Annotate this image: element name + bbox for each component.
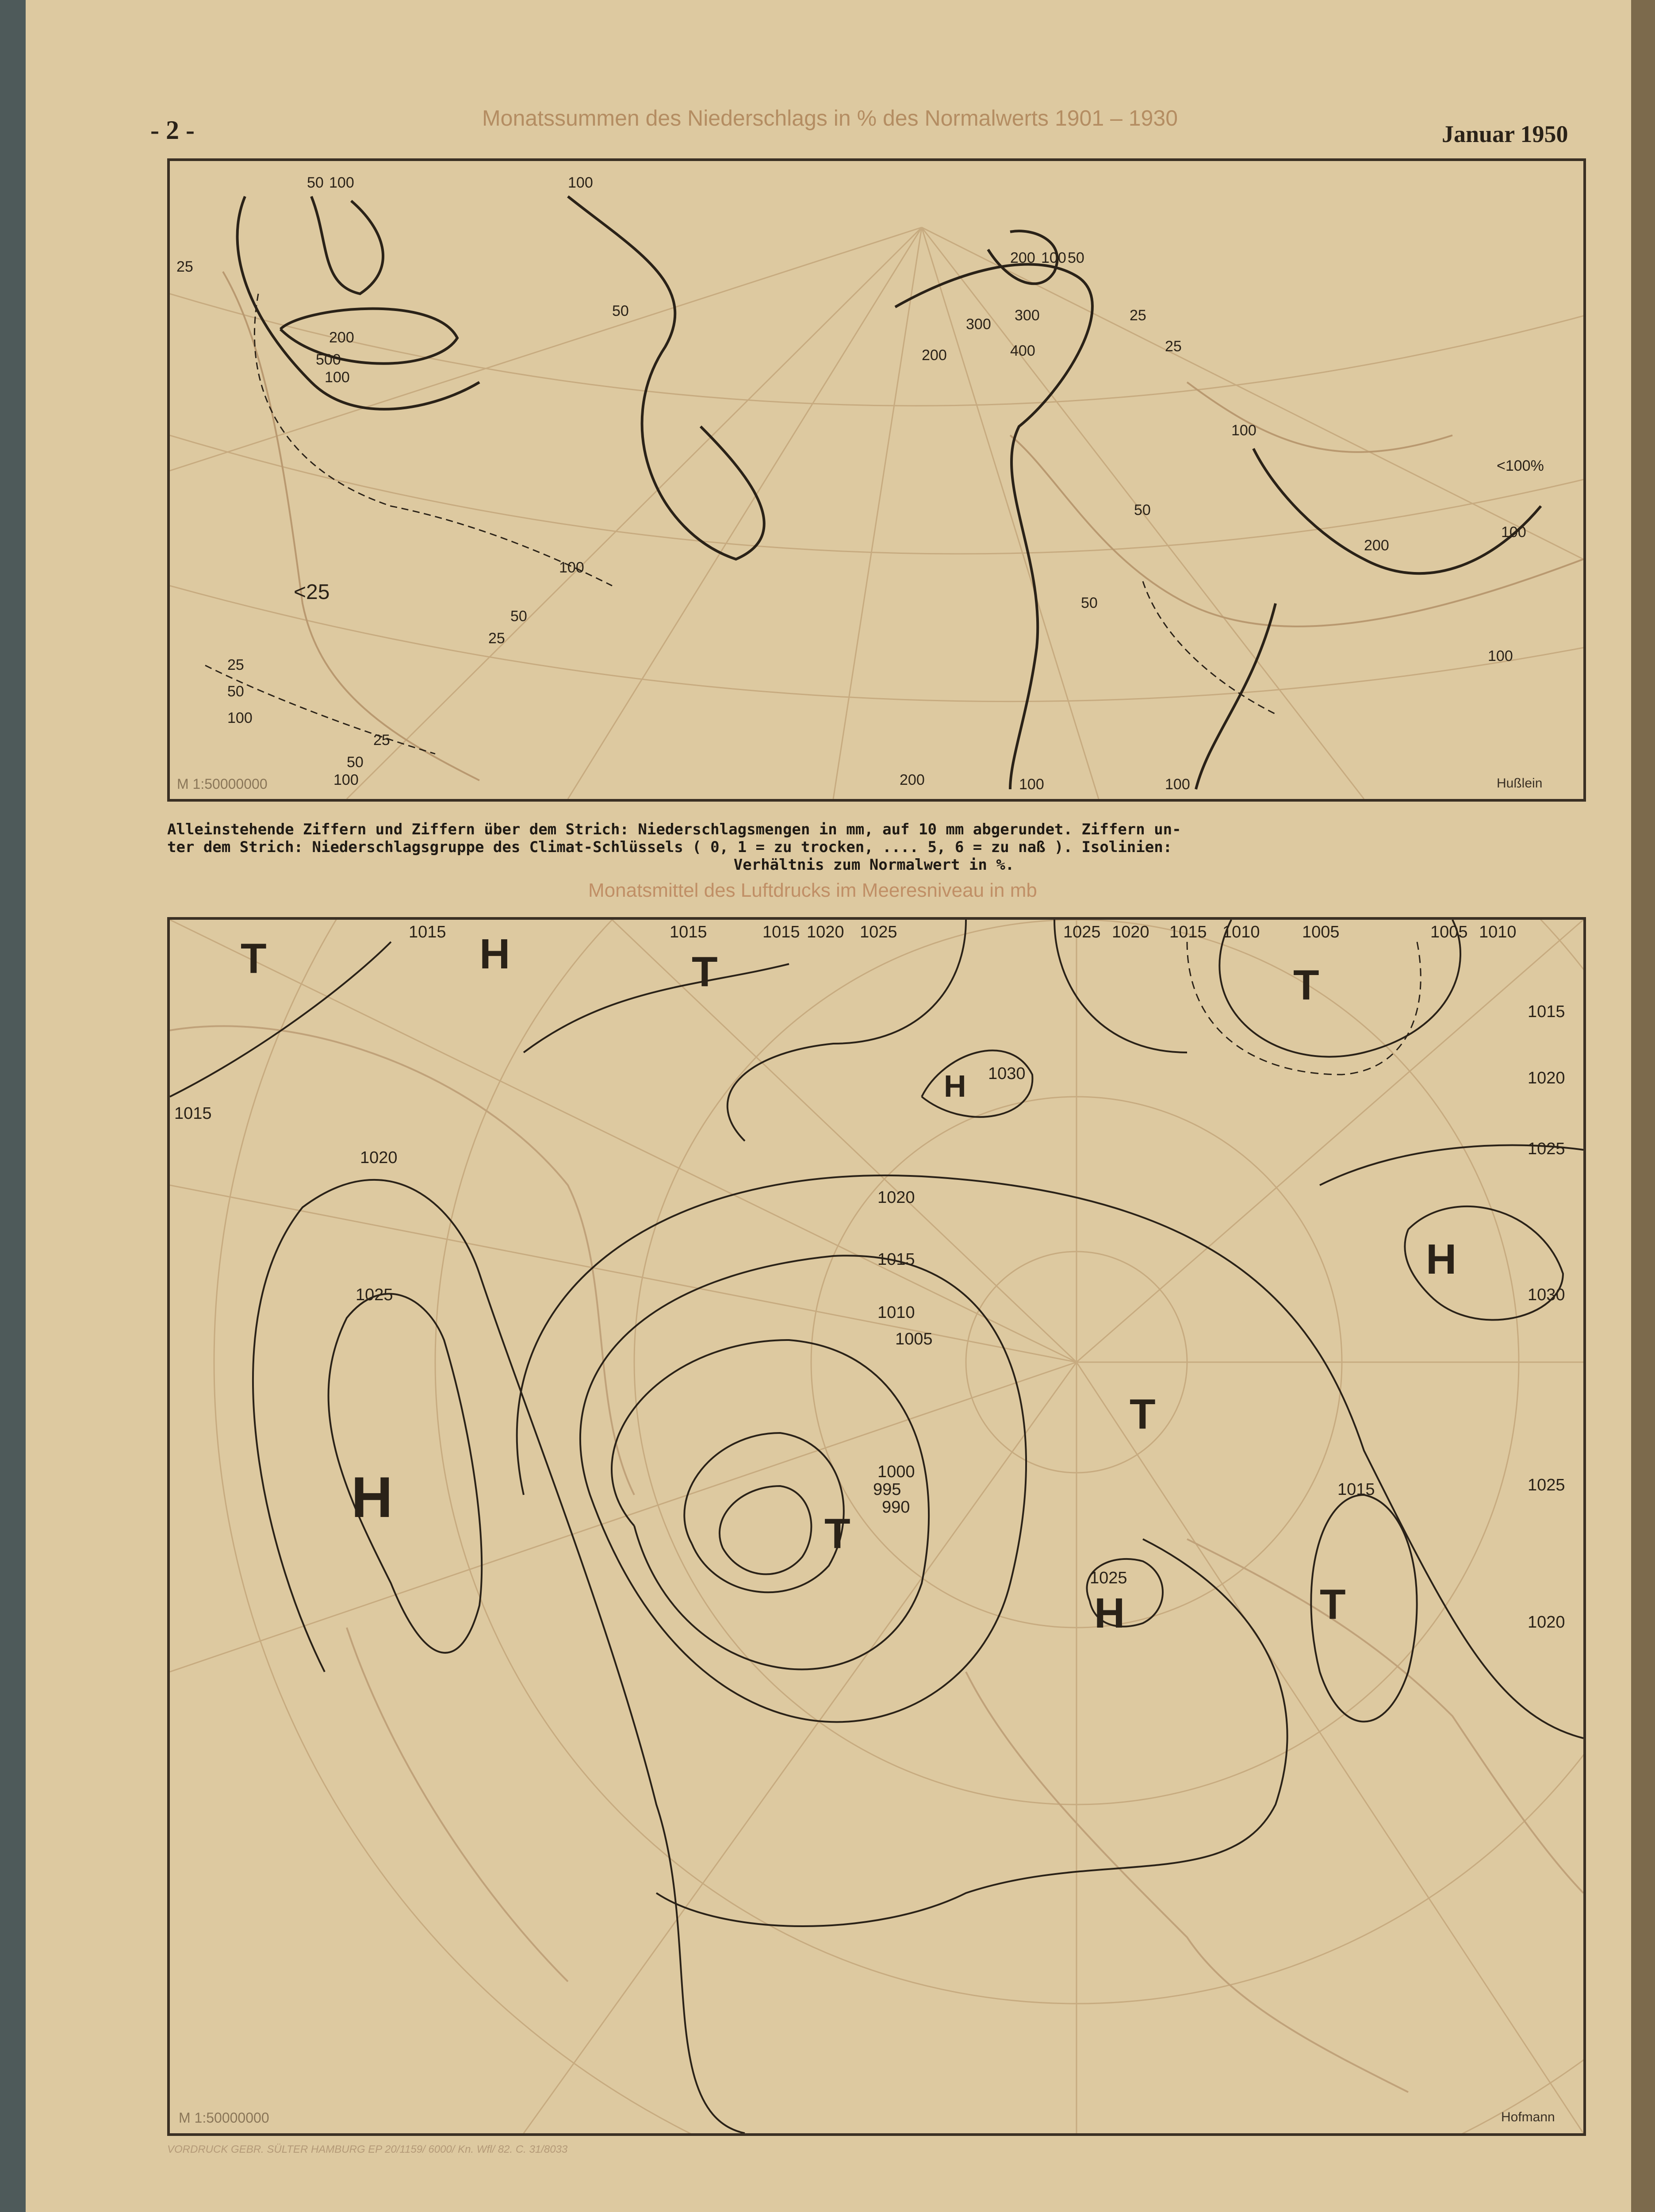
low-center: T <box>241 935 267 982</box>
isoline-label: 50 <box>307 174 324 191</box>
isobar-label: 1015 <box>1337 1480 1375 1499</box>
isoline-label: 100 <box>227 710 253 726</box>
isoline-label: 25 <box>227 657 244 673</box>
isobar-label: 1015 <box>174 1104 212 1123</box>
isobar-label: 1020 <box>360 1148 398 1167</box>
high-center: H <box>1426 1236 1457 1283</box>
isobar-label: 1020 <box>1528 1069 1565 1087</box>
isoline-label: 100 <box>1488 648 1513 664</box>
isoline-label: 100 <box>568 174 593 191</box>
isoline-label: <25 <box>294 580 330 604</box>
isoline-label: 25 <box>373 732 390 749</box>
precipitation-map-canvas <box>170 161 1583 799</box>
map-author: Hußlein <box>1497 776 1543 791</box>
isobar-label: 1030 <box>1528 1286 1565 1304</box>
isoline-label: <100% <box>1497 457 1544 474</box>
caption-line-3: Verhältnis zum Normalwert in %. <box>733 856 1015 874</box>
isoline-label: 200 <box>1010 250 1035 266</box>
isoline-label: 50 <box>1134 502 1151 518</box>
high-center: H <box>351 1465 393 1529</box>
isobar-label: 1015 <box>409 923 446 941</box>
low-center: T <box>824 1510 850 1557</box>
isoline-label: 50 <box>347 754 364 771</box>
isobar-label: 1010 <box>877 1303 915 1322</box>
pressure-map-canvas <box>170 920 1583 2133</box>
isobar-label: 1025 <box>356 1286 393 1304</box>
isobar-label: 1005 <box>895 1330 933 1348</box>
isoline-label: 25 <box>488 630 505 647</box>
isobar-label: 1015 <box>670 923 707 941</box>
isoline-label: 100 <box>325 369 350 386</box>
print-note: VORDRUCK GEBR. SÜLTER HAMBURG EP 20/1159/ 6000/ Kn. Wfl/ 82. C. 31/8033 <box>167 2143 568 2155</box>
pressure-map <box>167 917 1586 2136</box>
graticule <box>170 227 1583 799</box>
page-edge <box>1631 0 1655 2212</box>
isobar-label: 1025 <box>1528 1140 1565 1158</box>
high-center: H <box>1094 1590 1125 1637</box>
isoline-label: 50 <box>1081 595 1098 611</box>
isobar-label: 995 <box>873 1480 901 1499</box>
isobar-label: 1025 <box>1090 1569 1127 1587</box>
map-scale: M 1:50000000 <box>179 2110 269 2126</box>
isobar-label: 1030 <box>988 1064 1026 1083</box>
isobar-label: 1015 <box>1528 1002 1565 1021</box>
page-title: Monatssummen des Niederschlags in % des Normalwerts 1901 – 1930 <box>482 106 1178 131</box>
isoline-label: 50 <box>227 683 244 700</box>
isoline-label: 100 <box>559 559 584 576</box>
isoline-label: 100 <box>329 174 354 191</box>
isobar-label: 1020 <box>1528 1613 1565 1632</box>
isobar-label: 1025 <box>1063 923 1101 941</box>
isoline-label: 100 <box>1501 524 1526 541</box>
book-binding <box>0 0 26 2212</box>
isobar-label: 1015 <box>762 923 800 941</box>
low-center: T <box>1130 1390 1156 1438</box>
isolines <box>238 196 1541 789</box>
map-author: Hofmann <box>1501 2110 1555 2124</box>
isoline-label: 200 <box>329 329 354 346</box>
isobar-label: 1015 <box>1169 923 1207 941</box>
isoline-label: 100 <box>1019 776 1044 793</box>
isoline-label: 300 <box>1015 307 1040 324</box>
pressure-map-title: Monatsmittel des Luftdrucks im Meeresniveau in mb <box>588 879 1037 901</box>
issue-date: Januar 1950 <box>1442 121 1568 147</box>
isoline-label: 200 <box>900 772 925 788</box>
isoline-label: 100 <box>333 772 359 788</box>
isobar-label: 1015 <box>877 1250 915 1269</box>
isobar-label: 1025 <box>860 923 897 941</box>
isobar-label: 1025 <box>1528 1476 1565 1494</box>
isoline-label: 50 <box>510 608 527 625</box>
isobar-label: 1005 <box>1302 923 1340 941</box>
isobar-label: 1010 <box>1222 923 1260 941</box>
page-number: - 2 - <box>150 115 195 145</box>
caption-line-2: ter dem Strich: Niederschlagsgruppe des Climat-Schlüssels ( 0, 1 = zu trocken, .... 5, 6 = zu naß ). Isolinien: <box>167 838 1172 856</box>
isobar-label: 1000 <box>877 1463 915 1481</box>
caption-line-1: Alleinstehende Ziffern und Ziffern über dem Strich: Niederschlagsmengen in mm, auf 10 mm abgerundet. Ziffern un- <box>167 821 1181 838</box>
isobar-label: 1020 <box>1112 923 1149 941</box>
isoline-label: 100 <box>1165 776 1190 793</box>
isobar-label: 990 <box>882 1498 910 1517</box>
isoline-label: 50 <box>612 303 629 319</box>
isoline-label: 25 <box>1130 307 1146 324</box>
isoline-label: 200 <box>922 347 947 364</box>
high-center: H <box>479 930 510 978</box>
isobar-label: 1005 <box>1430 923 1468 941</box>
isoline-label: 300 <box>966 316 991 333</box>
isoline-label: 100 <box>1041 250 1066 266</box>
isoline-label: 500 <box>316 351 341 368</box>
isoline-label: 25 <box>176 258 193 275</box>
isobar-label: 1020 <box>877 1188 915 1207</box>
precipitation-map <box>167 158 1586 802</box>
map-scale: M 1:50000000 <box>177 776 268 792</box>
low-center: T <box>1293 961 1319 1009</box>
isoline-label: 400 <box>1010 342 1035 359</box>
isoline-label: 50 <box>1068 250 1084 266</box>
isobar-label: 1010 <box>1479 923 1517 941</box>
low-center: T <box>1320 1581 1346 1628</box>
pressure-centers <box>241 930 1456 1637</box>
isoline-label: 100 <box>1231 422 1257 439</box>
low-center: T <box>692 948 718 995</box>
map-caption <box>167 821 1581 874</box>
isoline-label: 25 <box>1165 338 1182 355</box>
isoline-label: 200 <box>1364 537 1389 554</box>
isobar-label: 1020 <box>807 923 844 941</box>
high-center: H <box>944 1069 966 1103</box>
